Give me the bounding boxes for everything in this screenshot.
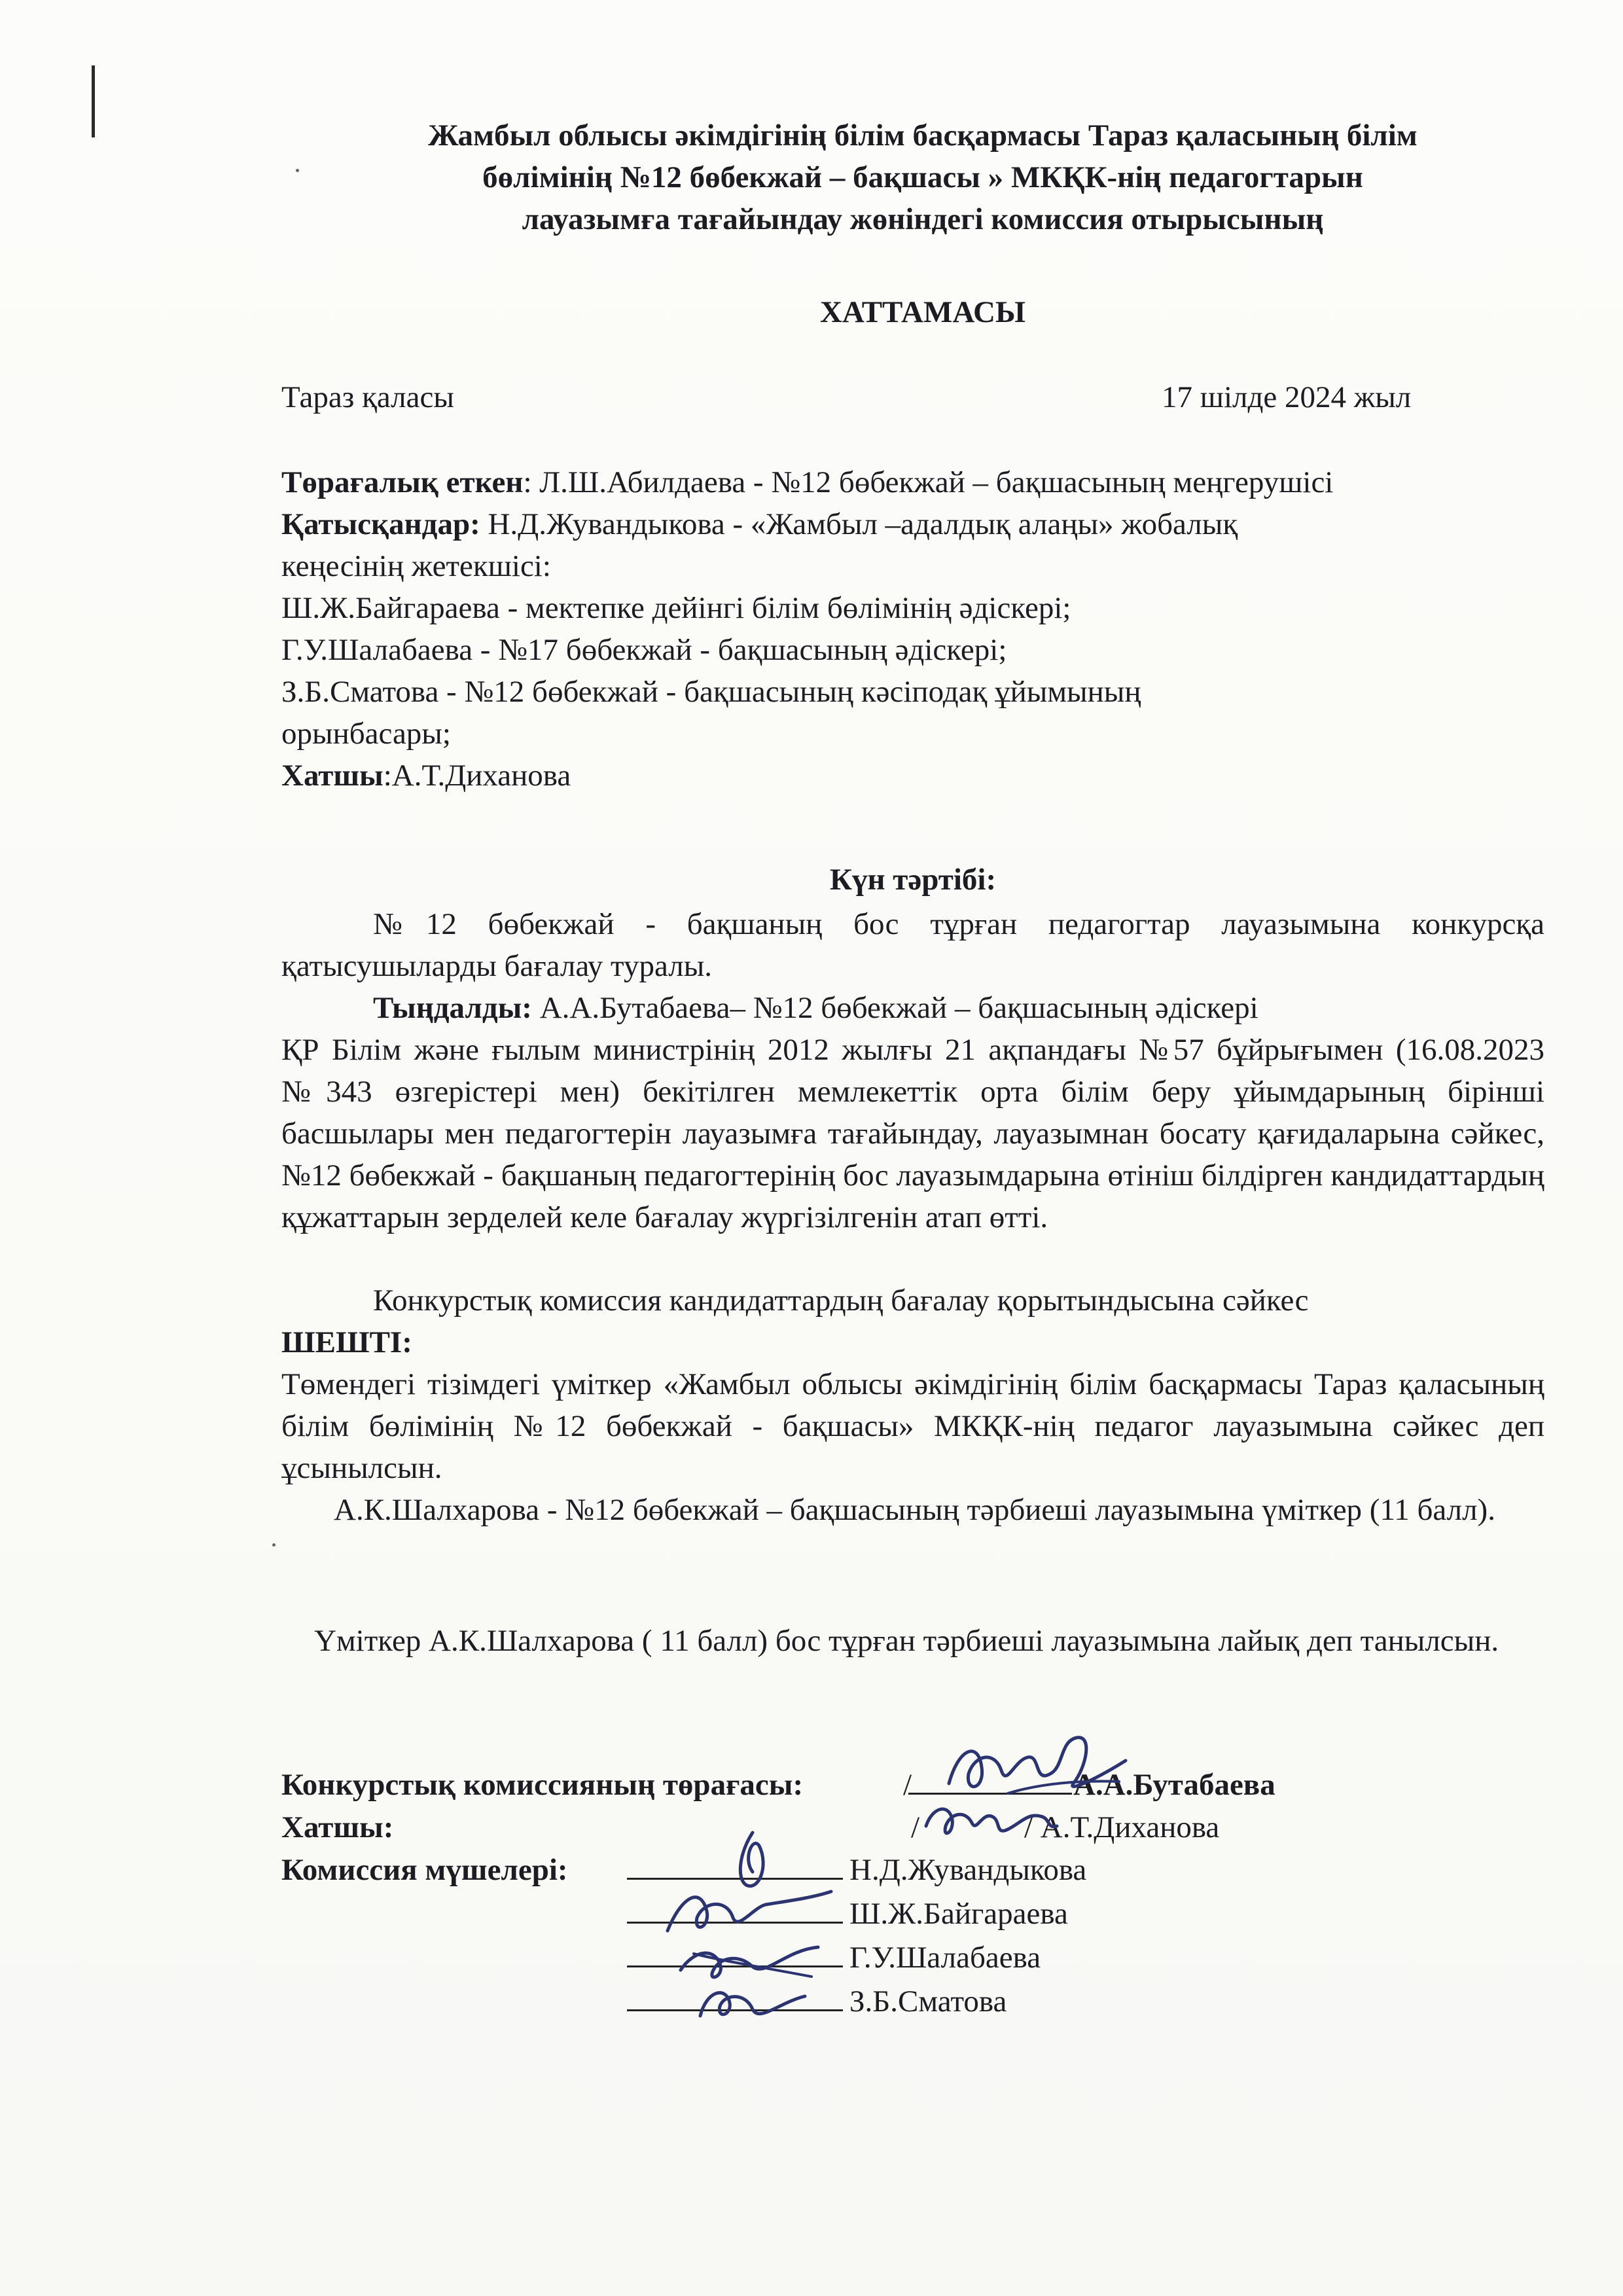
secretary-text: :А.Т.Диханова (383, 759, 571, 793)
agenda-paragraph (281, 903, 1544, 987)
chair-signature-name: А.А.Бутабаева (1073, 1768, 1275, 1802)
participants-text: Н.Д.Жувандыкова - «Жамбыл –адалдық алаңы» жобалық (480, 507, 1238, 541)
heard-speaker: А.А.Бутабаева– №12 бөбекжай – бақшасының әдіскері (531, 991, 1258, 1025)
participants-line (281, 503, 1544, 545)
agenda-heading: Күн тәртібі: (829, 863, 997, 897)
margin-mark (92, 65, 95, 137)
secretary-signature-name: / А.Т.Диханова (1024, 1810, 1220, 1844)
document-header (281, 115, 1564, 240)
slash: / (903, 1768, 912, 1802)
decision-intro: Конкурстық комиссия кандидаттардың бағалау қорытындысына сәйкес (373, 1283, 1309, 1318)
heard-text: ҚР Білім және ғылым министрінің 2012 жылғы 21 ақпандағы №57 бұйрығымен (16.08.2023 №343 өзгерістері мен) бекітілген мемлекеттік орта білім беру ұйымдарының бірінші басшылары мен педагогтерін лауазымға тағайындау, лауазымнан босату қағидаларына сәйкес, №12 бөбекжай - бақшаның педагогтерінің бос лауазымдарына өтініш білдірген кандидаттардың құжаттарын зерделей келе бағалау жүргізілгенін атап өтті. (281, 1033, 1544, 1234)
place: Тараз қаласы (281, 380, 454, 414)
member-line: Г.У.Шалабаева - №17 бөбекжай - бақшасының әдіскері; (281, 633, 1007, 667)
chair-signature-label: Конкурстық комиссияның төрағасы: (281, 1768, 804, 1802)
attendees-block (281, 461, 1544, 797)
header-line-1: Жамбыл облысы әкімдігінің білім басқармасы Тараз қаласының білім (428, 118, 1418, 152)
secretary-label: Хатшы (281, 759, 383, 793)
decision-block (281, 1280, 1544, 1531)
heard-block (281, 987, 1544, 1238)
secretary-signature (916, 1787, 1060, 1859)
chair-text: : Л.Ш.Абилдаева - №12 бөбекжай – бақшасының меңгерушісі (523, 465, 1334, 499)
agenda-text: №12 бөбекжай - бақшаның бос тұрған педагогтар лауазымына конкурсқа қатысушыларды бағалау туралы. (281, 907, 1544, 983)
heard-line (281, 987, 1544, 1029)
speck (272, 1543, 276, 1547)
member-line: орынбасары; (281, 717, 451, 751)
member-signature-name: Н.Д.Жувандыкова (849, 1853, 1087, 1887)
header-line-3: лауазымға тағайындау жөніндегі комиссия отырысының (522, 202, 1324, 236)
decision-label: ШЕШТІ: (281, 1325, 412, 1359)
member-line: З.Б.Сматова - №12 бөбекжай - бақшасының кәсіподақ ұйымының (281, 675, 1141, 709)
member-signature-name: З.Б.Сматова (849, 1984, 1007, 2018)
candidate-text: А.К.Шалхарова - №12 бөбекжай – бақшасының тәрбиеші лауазымына үміткер (11 балл). (334, 1493, 1495, 1527)
conclusion-text: Үміткер А.К.Шалхарова ( 11 балл) бос тұрған тәрбиеші лауазымына лайық деп танылсын. (314, 1624, 1499, 1658)
participants-line-2: кеңесінің жетекшісі: (281, 549, 551, 583)
member-signature-name: Г.У.Шалабаева (849, 1941, 1041, 1975)
secretary-signature-label: Хатшы: (281, 1810, 394, 1844)
chair-line (281, 461, 1544, 503)
document-title: ХАТТАМАСЫ (819, 295, 1026, 329)
decision-text: Төмендегі тізімдегі үміткер «Жамбыл облысы әкімдігінің білім басқармасы Тараз қаласының білім бөлімінің №12 бөбекжай - бақшасы» МКҚК-нің педагог лауазымына сәйкес деп ұсынылсын. (281, 1367, 1544, 1485)
header-line-2: бөлімінің №12 бөбекжай – бақшасы » МКҚК-нің педагогтарын (482, 160, 1363, 194)
member-signature-name: Ш.Ж.Байгараева (849, 1897, 1068, 1931)
members-signature-label: Комиссия мүшелері: (281, 1853, 568, 1887)
member-line: Ш.Ж.Байгараева - мектепке дейінгі білім бөлімінің әдіскері; (281, 591, 1071, 625)
participants-label: Қатысқандар: (281, 507, 480, 541)
secretary-line (281, 755, 1544, 797)
conclusion-block (281, 1620, 1544, 1662)
slash: / (911, 1810, 920, 1844)
date: 17 шілде 2024 жыл (1162, 380, 1412, 414)
members-signatures (654, 1820, 838, 2029)
heard-label: Тыңдалды: (373, 991, 532, 1025)
chair-label: Төрағалық еткен (281, 465, 524, 499)
